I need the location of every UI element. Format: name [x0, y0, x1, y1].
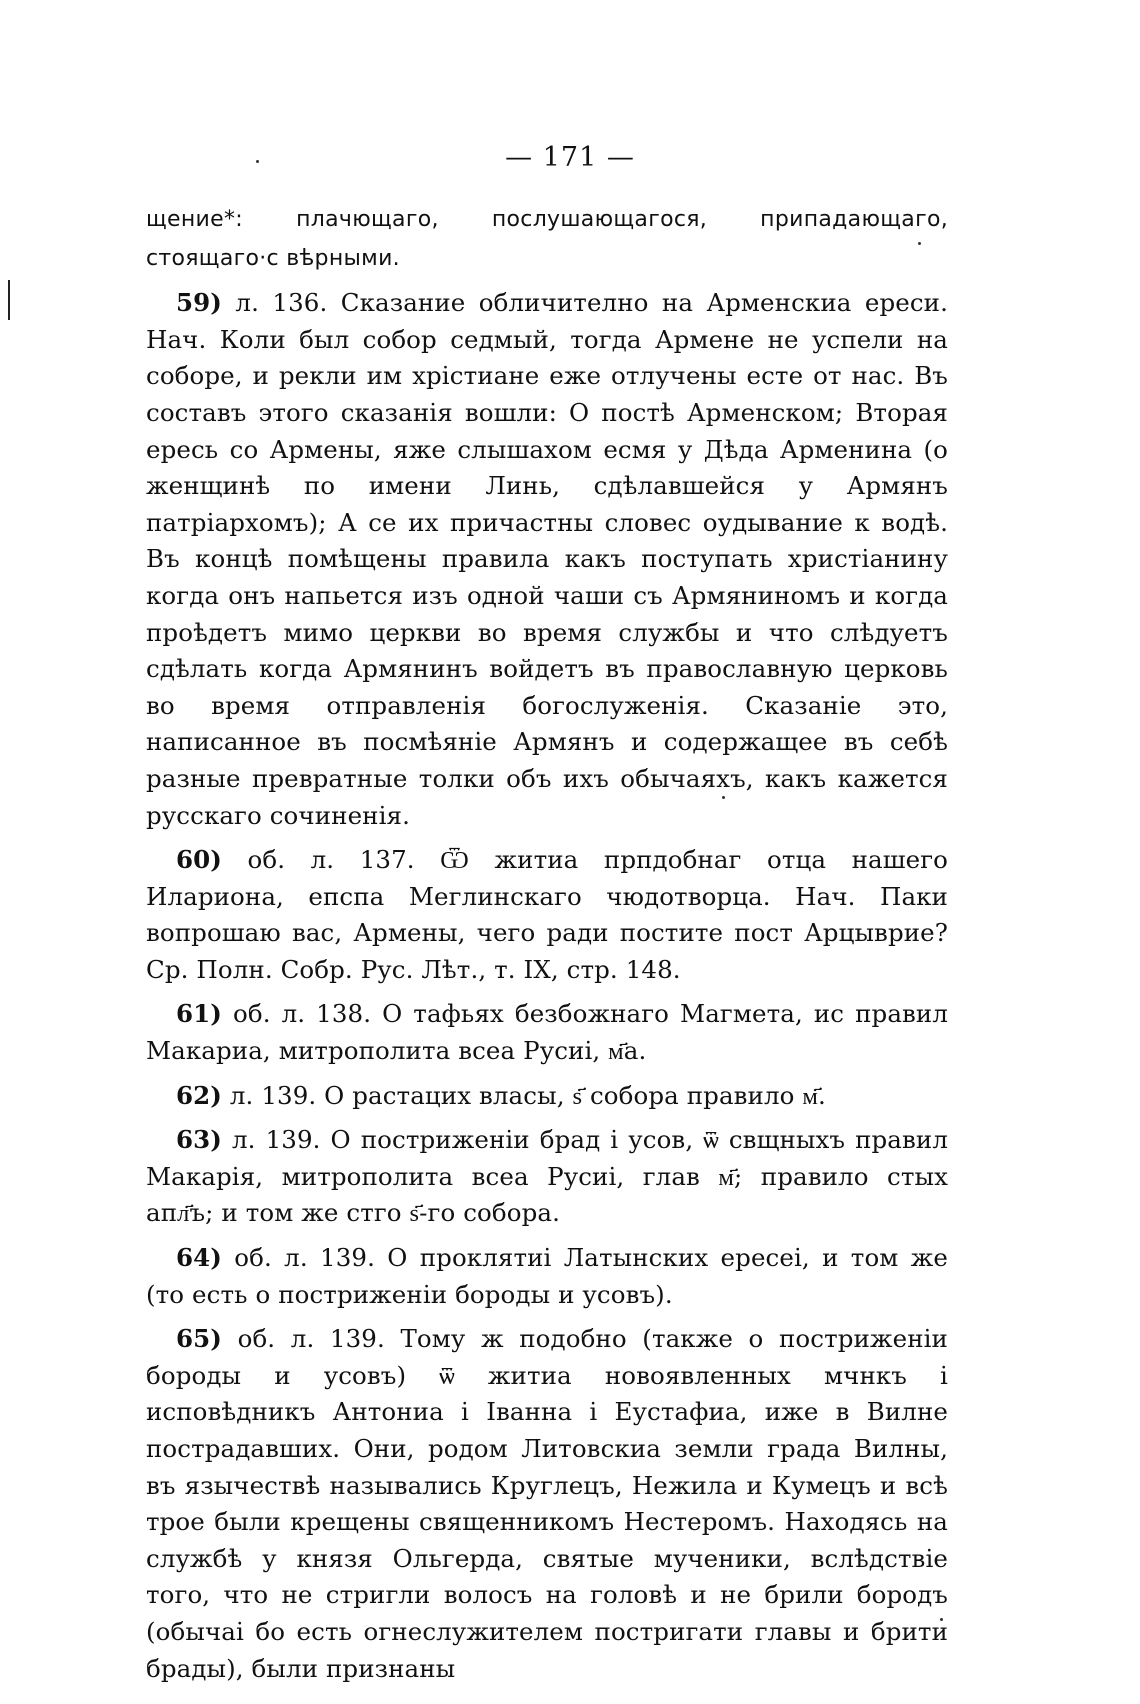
entry-text: л. 136. Сказание обличително на Арменскиа ереси. Нач. Коли был собор седмый, тогда Армене не успели на соборе, и рекли им хрістиане еже отлучены есте от нас. Въ составъ этого сказанія вошли: О постѣ Арменском; Вторая ересь со Армены, яже слышахом есмя у Дѣда Арменина (о женщинѣ по имени Линь, сдѣлавшейся у Армянъ патріархомъ); А се их причастны словес оудывание к водѣ. Въ концѣ помѣщены правила какъ поступать христіанину когда онъ напьется изъ одной чаши съ Армяниномъ и когда проѣдетъ мимо церкви во время службы и что слѣдуетъ сдѣлать когда Армянинъ войдетъ въ православную церковь во время отправленія богослуженія. Сказаніе это, написанное въ посмѣяніе Армянъ и содержащее въ себѣ разные превратные толки объ ихъ обычаяхъ, какъ кажется русскаго сочиненія.	[146, 288, 948, 830]
entry-61	[146, 996, 948, 1069]
entry-65	[146, 1321, 948, 1687]
entry-62	[146, 1078, 948, 1115]
entry-64	[146, 1240, 948, 1313]
entry-text: об. л. 137. Ѿ житиа прпдобнаг отца нашего Илариона, епспа Меглинскаго чюдотворца. Нач. Паки вопрошаю вас, Армены, чего ради постите пост Арцыврие? Ср. Полн. Собр. Рус. Лѣт., т. IX, стр. 148.	[146, 845, 948, 984]
entry-text: л. 139. О постриженіи брад і усов, ѿ свщныхъ правил Макарія, митрополита всеа Русиі, глав м҃; правило стых апл҃ъ; и том же стго ѕ҃-го собора.	[146, 1125, 948, 1228]
entry-text: об. л. 138. О тафьях безбожнаго Магмета, ис правил Макариа, митрополита всеа Русиі, м҃а.	[146, 999, 949, 1066]
entry-number: 62)	[176, 1080, 222, 1110]
entry-59	[146, 285, 948, 834]
entry-text: об. л. 139. О проклятиі Латынских ересеі, и том же (то есть о постриженіи бороды и усовъ).	[146, 1243, 948, 1309]
page-number: — 171 —	[505, 142, 635, 173]
entry-63	[146, 1122, 948, 1232]
entry-number: 61)	[176, 999, 222, 1029]
entry-text: л. 139. О растацих власы, ѕ҃ собора правило м҃.	[229, 1080, 826, 1110]
entry-number: 60)	[176, 845, 222, 875]
entry-number: 64)	[176, 1243, 222, 1273]
paragraph-continuation	[146, 200, 948, 277]
margin-mark	[8, 280, 10, 320]
paragraph-text: щение*: плачющаго, послушающагося, припадающаго, стоящаго·с вѣрными.	[146, 207, 948, 271]
entry-text: об. л. 139. Тому ж подобно (также о постриженіи бороды и усовъ) ѿ житиа новоявленных мчнкъ і исповѣдникъ Антониа і Іванна і Еустафиа, иже в Вилне пострадавших. Они, родом Литовскиа земли града Вилны, въ язычествѣ назывались Круглецъ, Нежила и Кумецъ и всѣ трое были крещены священникомъ Нестеромъ. Находясь на службѣ у князя Ольгерда, святые мученики, вслѣдствіе того, что не стригли волосъ на головѣ и не брили бородъ (обычаі бо есть огнеслужителем постригати главы и брити брады), были признаны	[146, 1324, 948, 1683]
entry-number: 59)	[176, 288, 222, 318]
entry-60	[146, 842, 948, 988]
entry-number: 63)	[176, 1125, 222, 1155]
entry-number: 65)	[176, 1324, 222, 1354]
body-text	[146, 200, 948, 1695]
